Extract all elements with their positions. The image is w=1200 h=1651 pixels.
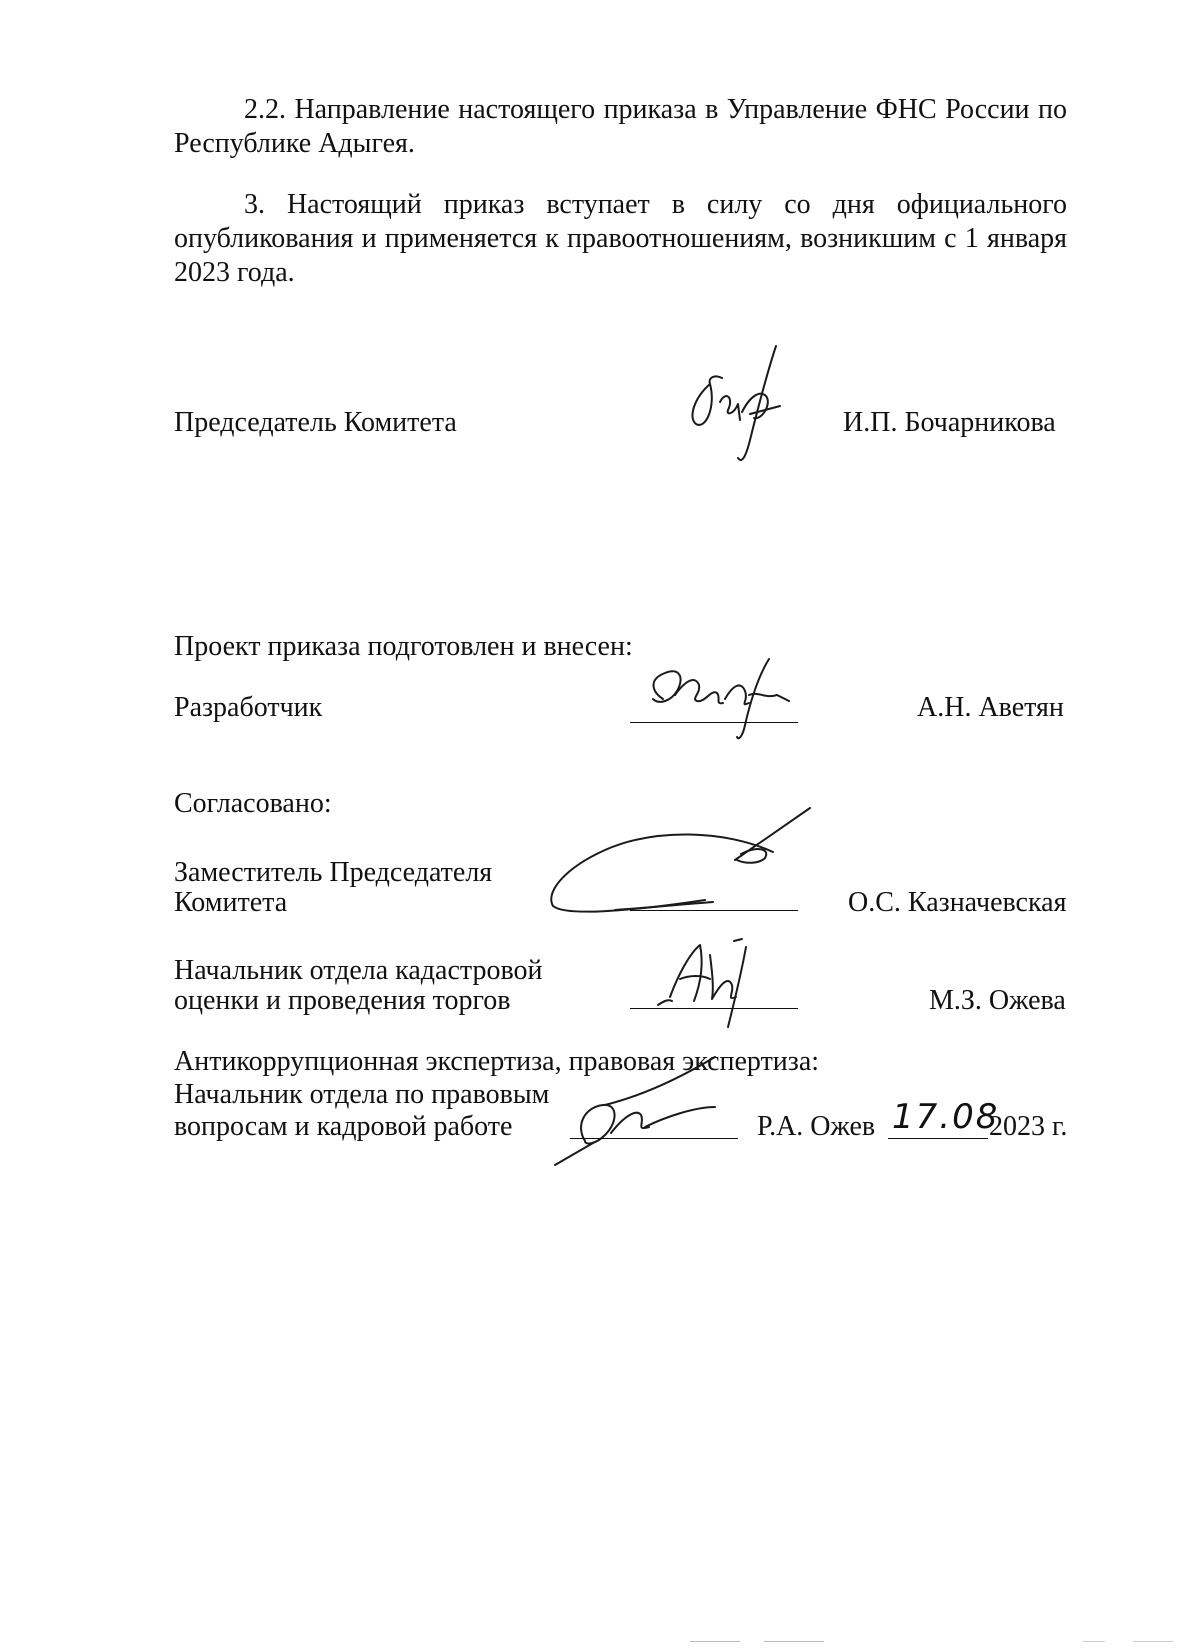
expertise-title-line2: вопросам и кадровой работе [174,1111,513,1142]
head-signature [650,935,770,1035]
expertise-heading: Антикоррупционная экспертиза, правовая экспертиза: [174,1046,820,1077]
head-signature-line [630,1008,798,1009]
paragraph-3: 3. Настоящий приказ вступает в силу со дня официального опубликования и применяется к правоотношениям, возникшим с 1 января 2023 года. [174,189,1067,288]
expertise-signature-line [570,1138,738,1139]
deputy-title-line1: Заместитель Председателя [174,857,493,888]
scan-artifact-mark [764,1641,824,1642]
chairman-signature [680,340,800,470]
project-heading: Проект приказа подготовлен и внесен: [174,631,633,662]
head-name: М.З. Ожева [929,985,1066,1016]
chairman-name: И.П. Бочарникова [843,407,1056,438]
deputy-title-line2: Комитета [174,887,288,918]
scan-artifact-mark [690,1641,740,1642]
expertise-name: Р.А. Ожев [757,1111,876,1142]
date-underline [888,1138,988,1139]
paragraph-2-2: 2.2. Направление настоящего приказа в Управление ФНС России по Республике Адыгея. [174,94,1067,159]
agreed-heading: Согласовано: [174,788,332,819]
developer-role: Разработчик [174,692,323,723]
handwritten-date: 17.08 [892,1097,1000,1137]
deputy-signature [545,800,815,920]
deputy-signature-line [630,910,798,911]
head-title-line1: Начальник отдела кадастровой [174,955,543,986]
expertise-year: 2023 г. [989,1111,1068,1142]
deputy-name: О.С. Казначевская [848,887,1067,918]
scan-artifact-mark [1133,1641,1173,1642]
chairman-title: Председатель Комитета [174,407,457,438]
expertise-signature [545,1045,745,1175]
developer-signature-line [630,722,798,723]
expertise-title-line1: Начальник отдела по правовым [174,1079,550,1110]
head-title-line2: оценки и проведения торгов [174,985,511,1016]
developer-name: А.Н. Аветян [917,692,1064,723]
scan-artifact-mark [1083,1641,1105,1642]
developer-signature [645,655,805,745]
